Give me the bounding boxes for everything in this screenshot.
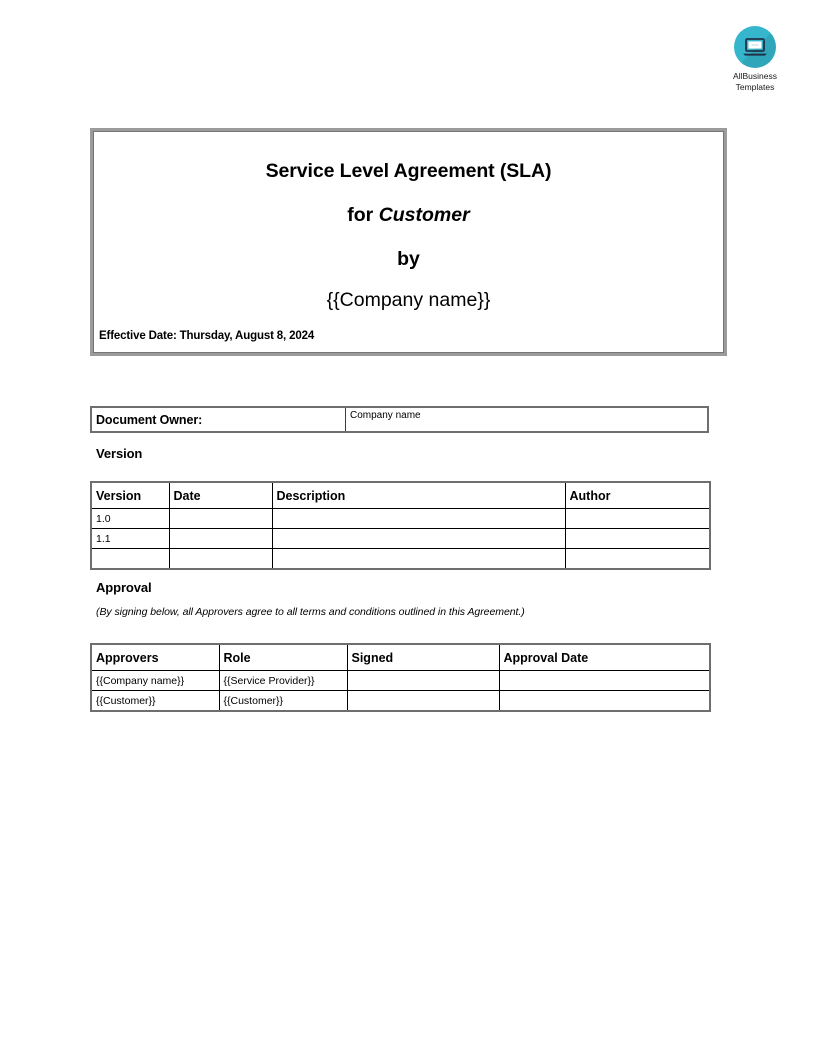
- title-company-line: {{Company name}}: [326, 289, 491, 311]
- table-row: [91, 691, 710, 712]
- version-cell[interactable]: 1.0: [91, 509, 169, 529]
- brand-logo: [716, 26, 794, 92]
- approval-cell[interactable]: [347, 691, 499, 712]
- logo-circle: [734, 26, 776, 68]
- approval-section-heading: Approval: [96, 580, 152, 595]
- version-cell[interactable]: [169, 529, 272, 549]
- title-for-line: [104, 204, 713, 227]
- approval-note: (By signing below, all Approvers agree to all terms and conditions outlined in this Agreement.): [96, 606, 525, 618]
- approval-cell[interactable]: {{Company name}}: [91, 671, 219, 691]
- title-by-line: by: [397, 248, 420, 270]
- version-cell[interactable]: [272, 549, 565, 570]
- version-table: [90, 481, 711, 570]
- approval-cell[interactable]: [499, 691, 710, 712]
- approval-cell[interactable]: {{Customer}}: [91, 691, 219, 712]
- version-cell[interactable]: [272, 529, 565, 549]
- title-for-party: Customer: [378, 204, 470, 226]
- approval-table: [90, 643, 711, 712]
- approval-cell[interactable]: [347, 671, 499, 691]
- table-row: [91, 549, 710, 570]
- document-owner-value[interactable]: Company name: [346, 407, 709, 432]
- version-cell[interactable]: [169, 509, 272, 529]
- table-header-row: [91, 644, 710, 671]
- version-cell[interactable]: [169, 549, 272, 570]
- approval-cell[interactable]: {{Customer}}: [219, 691, 347, 712]
- version-cell[interactable]: [565, 509, 710, 529]
- title-box-inner: [93, 131, 724, 353]
- version-col-header-description: Description: [272, 482, 565, 509]
- table-row: [91, 407, 708, 432]
- approval-col-header-role: Role: [219, 644, 347, 671]
- version-cell[interactable]: [565, 549, 710, 570]
- version-cell[interactable]: 1.1: [91, 529, 169, 549]
- document-owner-label: Document Owner:: [91, 407, 346, 432]
- approval-cell[interactable]: {{Service Provider}}: [219, 671, 347, 691]
- table-row: [91, 671, 710, 691]
- version-cell[interactable]: [91, 549, 169, 570]
- table-header-row: [91, 482, 710, 509]
- version-col-header-date: Date: [169, 482, 272, 509]
- approval-col-header-approval-date: Approval Date: [499, 644, 710, 671]
- title-box: [90, 128, 727, 356]
- brand-name: [716, 71, 794, 92]
- approval-col-header-approvers: Approvers: [91, 644, 219, 671]
- table-row: [91, 509, 710, 529]
- page-title: Service Level Agreement (SLA): [265, 160, 552, 182]
- brand-name-line1: AllBusiness: [733, 71, 777, 81]
- laptop-icon: [742, 37, 768, 57]
- version-col-header-author: Author: [565, 482, 710, 509]
- document-owner-table: [90, 406, 709, 433]
- version-cell[interactable]: [272, 509, 565, 529]
- title-for-prefix: for: [347, 204, 379, 226]
- approval-col-header-signed: Signed: [347, 644, 499, 671]
- brand-name-line2: Templates: [735, 81, 775, 92]
- version-col-header-version: Version: [91, 482, 169, 509]
- approval-cell[interactable]: [499, 671, 710, 691]
- effective-date: Effective Date: Thursday, August 8, 2024: [99, 330, 315, 342]
- version-section-heading: Version: [96, 446, 143, 461]
- table-row: [91, 529, 710, 549]
- version-cell[interactable]: [565, 529, 710, 549]
